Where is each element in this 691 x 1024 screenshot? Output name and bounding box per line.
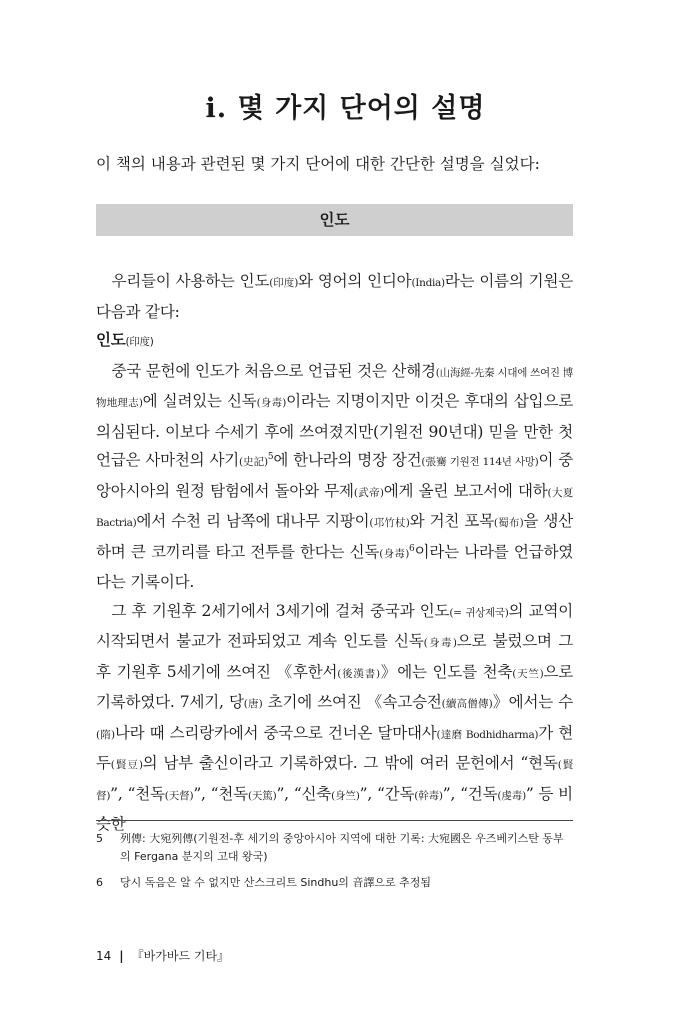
paragraph-later-names: 그 후 기원후 2세기에서 3세기에 걸쳐 중국과 인도(= 귀상제국)의 교역이 시작되면서 불교가 전파되었고 계속 인도를 신독(身毒)으로 불렀으며 그 후 기원후 5세기에 쓰여진 《후한서(後漢書)》에는 인도를 천축(天竺)으로 기록하였다. 7세기, 당(唐) 초기에 쓰여진 《속고승전(續高僧傳)》에서는 수(隋)나라 때 스리랑카에서 중국으로 건너온 달마대사(達磨 Bodhidharma)가 현두(賢豆)의 남부 출신이라고 기록하였다. 그 밖에 여러 문헌에서 “현독(賢督)”, “천독(天督)”, “천독(天篤)”, “신축(身竺)”, “간독(幹毒)”, “건독(虔毒)” 등 비슷한 xyxy=(96,601,574,833)
running-book-title: 『바가바드 기타』 xyxy=(131,949,230,963)
section-heading: 인도 xyxy=(96,204,573,236)
footnote-text: 당시 독음은 알 수 없지만 산스크리트 Sindhu의 音譯으로 추정됨 xyxy=(120,876,432,889)
footnote-ref-6: 6 xyxy=(409,543,415,554)
page-number: 14 xyxy=(96,949,112,963)
footnote-divider xyxy=(96,820,573,821)
footnote-text: 列傳: 大宛列傳(기원전-후 세기의 중앙아시아 지역에 대한 기록: 大宛國은 우즈베키스탄 동부의 Fergana 분지의 고대 왕국) xyxy=(120,832,564,863)
term-subheading: 인도(印度) xyxy=(96,331,154,349)
footnote-number: 6 xyxy=(96,876,103,889)
body-text xyxy=(96,267,573,839)
folio-separator: | xyxy=(119,949,124,963)
intro-text: 이 책의 내용과 관련된 몇 가지 단어에 대한 간단한 설명을 실었다: xyxy=(96,155,540,173)
footnotes xyxy=(96,830,573,900)
paragraph-china-records: 중국 문헌에 인도가 처음으로 언급된 것은 산해경(山海經-先秦 시대에 쓰여진 博物地理志)에 실려있는 신독(身毒)이라는 지명이지만 이것은 후대의 삽입으로 의심된다. 이보다 수세기 후에 쓰여졌지만(기원전 90년대) 믿을 만한 첫 언급은 사마천의 사기(史記)$^5$에 한나라의 명장 장건(張騫 기원전 114년 사망)이 중앙아시아의 원정 탐험에서 돌아와 무제(武帝)에게 올린 보고서에 대하(大夏 Bactria)에서 수천 리 남쪽에 대나무 지팡이(邛竹杖)와 거친 포목(蜀布)을 생산하며 큰 코끼리를 타고 전투를 한다는 신독(身毒)$^6$이라는 나라를 언급하였다는 기록이다. xyxy=(96,361,573,591)
page-title: i. 몇 가지 단어의 설명 xyxy=(205,93,486,124)
paragraph-origin: 우리들이 사용하는 인도(印度)와 영어의 인디아(India)라는 이름의 기원은 다음과 같다: xyxy=(96,272,573,321)
footnote-6 xyxy=(96,874,573,892)
page-footer xyxy=(96,947,229,964)
footnote-number: 5 xyxy=(96,832,103,845)
footnote-5 xyxy=(96,830,573,866)
footnote-ref-5: 5 xyxy=(267,451,274,462)
